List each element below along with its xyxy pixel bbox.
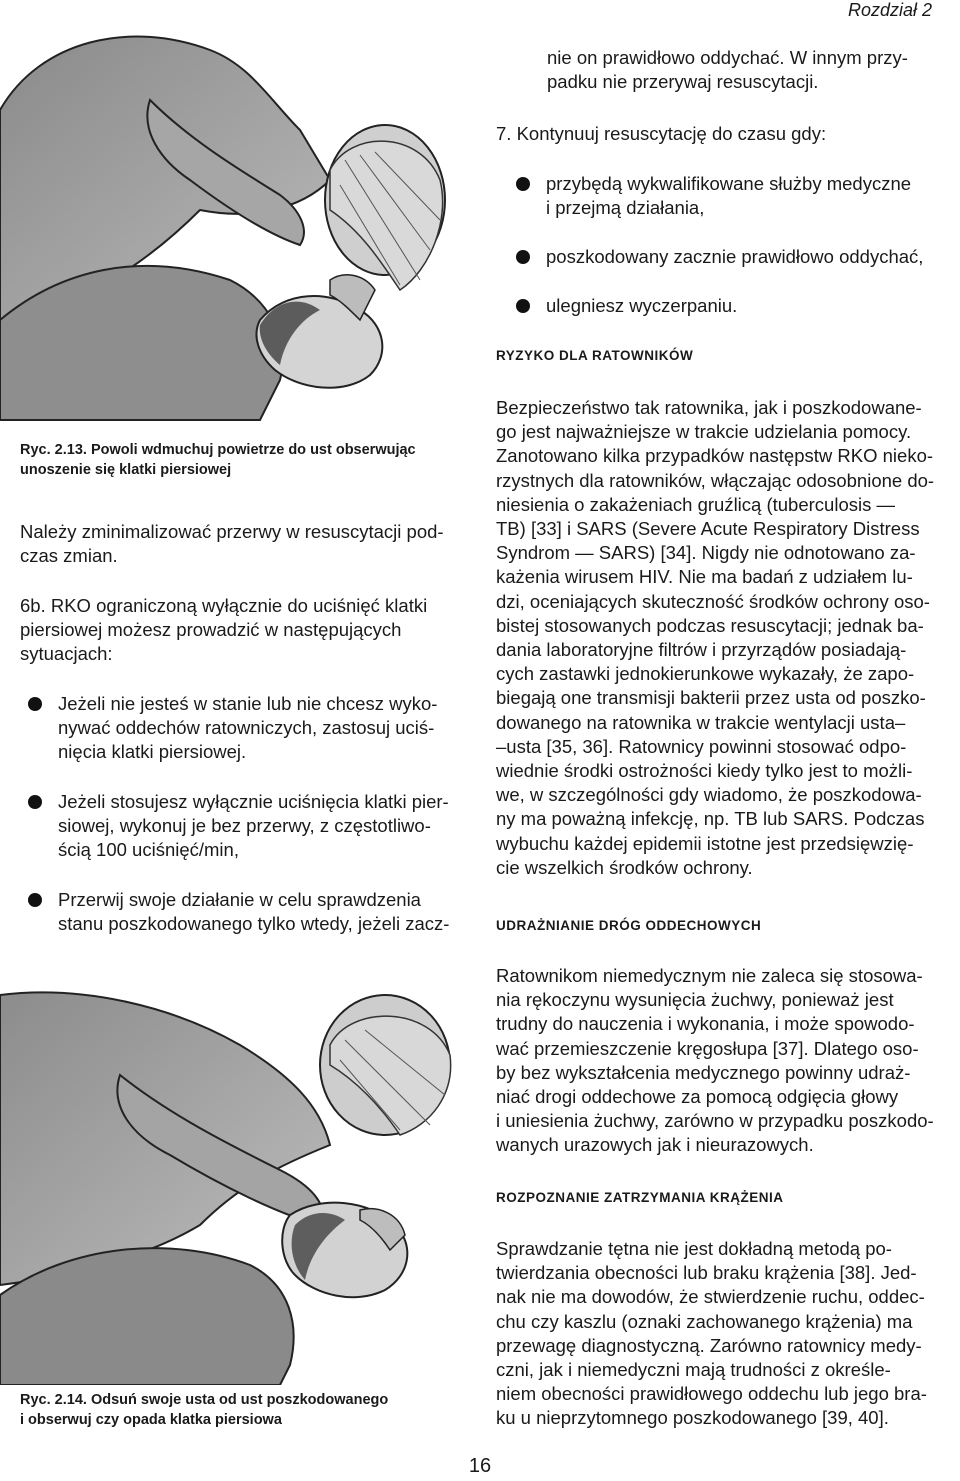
section-text-arrest: Sprawdzanie tętna nie jest dokładną metodą po- twierdzania obecności lub braku krążenia [38]. Jed- nak nie ma dowodów, że stwierdzenie ruchu, oddec- chu czy kaszlu (oznaki zachowanego krążenia) ma przewagę diagnostyczną. Zarówno ratownicy medy- czni, jak i niemedyczni mają trudności z określe- niem obecności prawidłowego oddechu lub jego bra- ku u nieprzytomnego poszkodowanego [39, 40]. xyxy=(496,1238,927,1429)
bullet-icon xyxy=(28,697,42,711)
list-item-text: przybędą wykwalifikowane służby medyczne i przejmą działania, xyxy=(546,173,912,219)
step-6b: 6b. RKO ograniczoną wyłącznie do uciśnięć klatki piersiowej możesz prowadzić w następujących sytuacjach: xyxy=(20,595,428,665)
chapter-header: Rozdział 2 xyxy=(847,0,932,20)
figure-caption-14 xyxy=(20,1390,470,1430)
section-title-airway: UDRAŻNIANIE DRÓG ODDECHOWYCH xyxy=(496,918,762,933)
continuation-text: nie on prawidłowo oddychać. W innym przy- padku nie przerywaj resuscytacji. xyxy=(547,47,908,93)
list-item-text: Przerwij swoje działanie w celu sprawdzenia stanu poszkodowanego tylko wtedy, jeżeli zacz- xyxy=(58,889,450,935)
figure-caption-13 xyxy=(20,440,470,480)
section-title-risk: RYZYKO DLA RATOWNIKÓW xyxy=(496,348,694,363)
section-text-risk: Bezpieczeństwo tak ratownika, jak i poszkodowane- go jest najważniejsze w trakcie udzielania pomocy. Zanotowano kilka przypadków następstw RKO nieko- rzystnych dla ratowników, włączając odosobnione do- niesienia o zakażeniach gruźlicą (tuberculosis — TB) [33] i SARS (Severe Acute Respiratory Distress Syndrom — SARS) [34]. Nigdy nie odnotowano za- każenia wirusem HIV. Nie ma badań z udziałem lu- dzi, oceniających skuteczność środków ochrony oso- bistej stosowanych podczas resuscytacji; jednak ba- dania laboratoryjne filtrów i przyrządów posiadają- cych zastawki jednokierunkowe wykazały, że zapo- biegają one transmisji bakterii przez usta od poszko- dowanego na ratownika w trakcie wentylacji usta– –usta [35, 36]. Ratownicy powinni stosować odpo- wiednie środki ostrożności kiedy tylko jest to możli- we, w szczególności gdy wiadomo, że poszkodowa- ny ma poważną infekcję, np. TB lub SARS. Podczas wybuchu każdej epidemii istotne jest przedsięwzię- cie wszelkich środków ochrony. xyxy=(496,397,935,878)
page-number: 16 xyxy=(468,1455,492,1477)
figure-label: Ryc. 2.13. xyxy=(20,442,87,458)
section-title-arrest: ROZPOZNANIE ZATRZYMANIA KRĄŻENIA xyxy=(496,1190,784,1205)
illustration-observe-chest xyxy=(0,985,470,1385)
paragraph-minimize: Należy zminimalizować przerwy w resuscytacji pod- czas zmian. xyxy=(20,521,444,567)
list-item xyxy=(28,888,468,936)
figure-caption-text: Powoli wdmuchuj powietrze do ust obserwując unoszenie się klatki piersiowej xyxy=(20,442,416,478)
step-7: 7. Kontynuuj resuscytację do czasu gdy: xyxy=(496,123,827,144)
section-text-airway: Ratownikom niemedycznym nie zaleca się stosowa- nia rękoczynu wysunięcia żuchwy, ponieważ jest trudny do nauczenia i wykonania, i może spowodo- wać przemieszczenie kręgosłupa [37]. Dlatego oso- by bez wykształcenia medycznego powinny udraż- niać drogi oddechowe za pomocą odgięcia głowy i uniesienia żuchwy, zarówno w przypadku poszkodo- wanych urazowych jak i nieurazowych. xyxy=(496,965,934,1156)
bullet-icon xyxy=(28,893,42,907)
bullet-icon xyxy=(28,795,42,809)
list-item xyxy=(516,294,946,318)
figure-caption-text: Odsuń swoje usta od ust poszkodowanego i obserwuj czy opada klatka piersiowa xyxy=(20,1392,389,1428)
illustration-rescue-breath xyxy=(0,20,470,430)
list-item xyxy=(28,790,468,863)
list-item-text: Jeżeli stosujesz wyłącznie uciśnięcia klatki pier- siowej, wykonuj je bez przerwy, z częstotliwo- ścią 100 uciśnięć/min, xyxy=(58,791,449,861)
list-item xyxy=(28,692,468,765)
list-item-text: Jeżeli nie jesteś w stanie lub nie chcesz wyko- nywać oddechów ratowniczych, zastosuj uciś- nięcia klatki piersiowej. xyxy=(58,693,438,763)
list-item xyxy=(516,172,946,220)
bullet-icon xyxy=(516,299,530,313)
bullet-icon xyxy=(516,250,530,264)
list-item xyxy=(516,245,946,269)
list-item-text: poszkodowany zacznie prawidłowo oddychać, xyxy=(546,246,924,267)
list-item-text: ulegniesz wyczerpaniu. xyxy=(546,295,738,316)
bullet-icon xyxy=(516,177,530,191)
figure-label: Ryc. 2.14. xyxy=(20,1392,87,1408)
